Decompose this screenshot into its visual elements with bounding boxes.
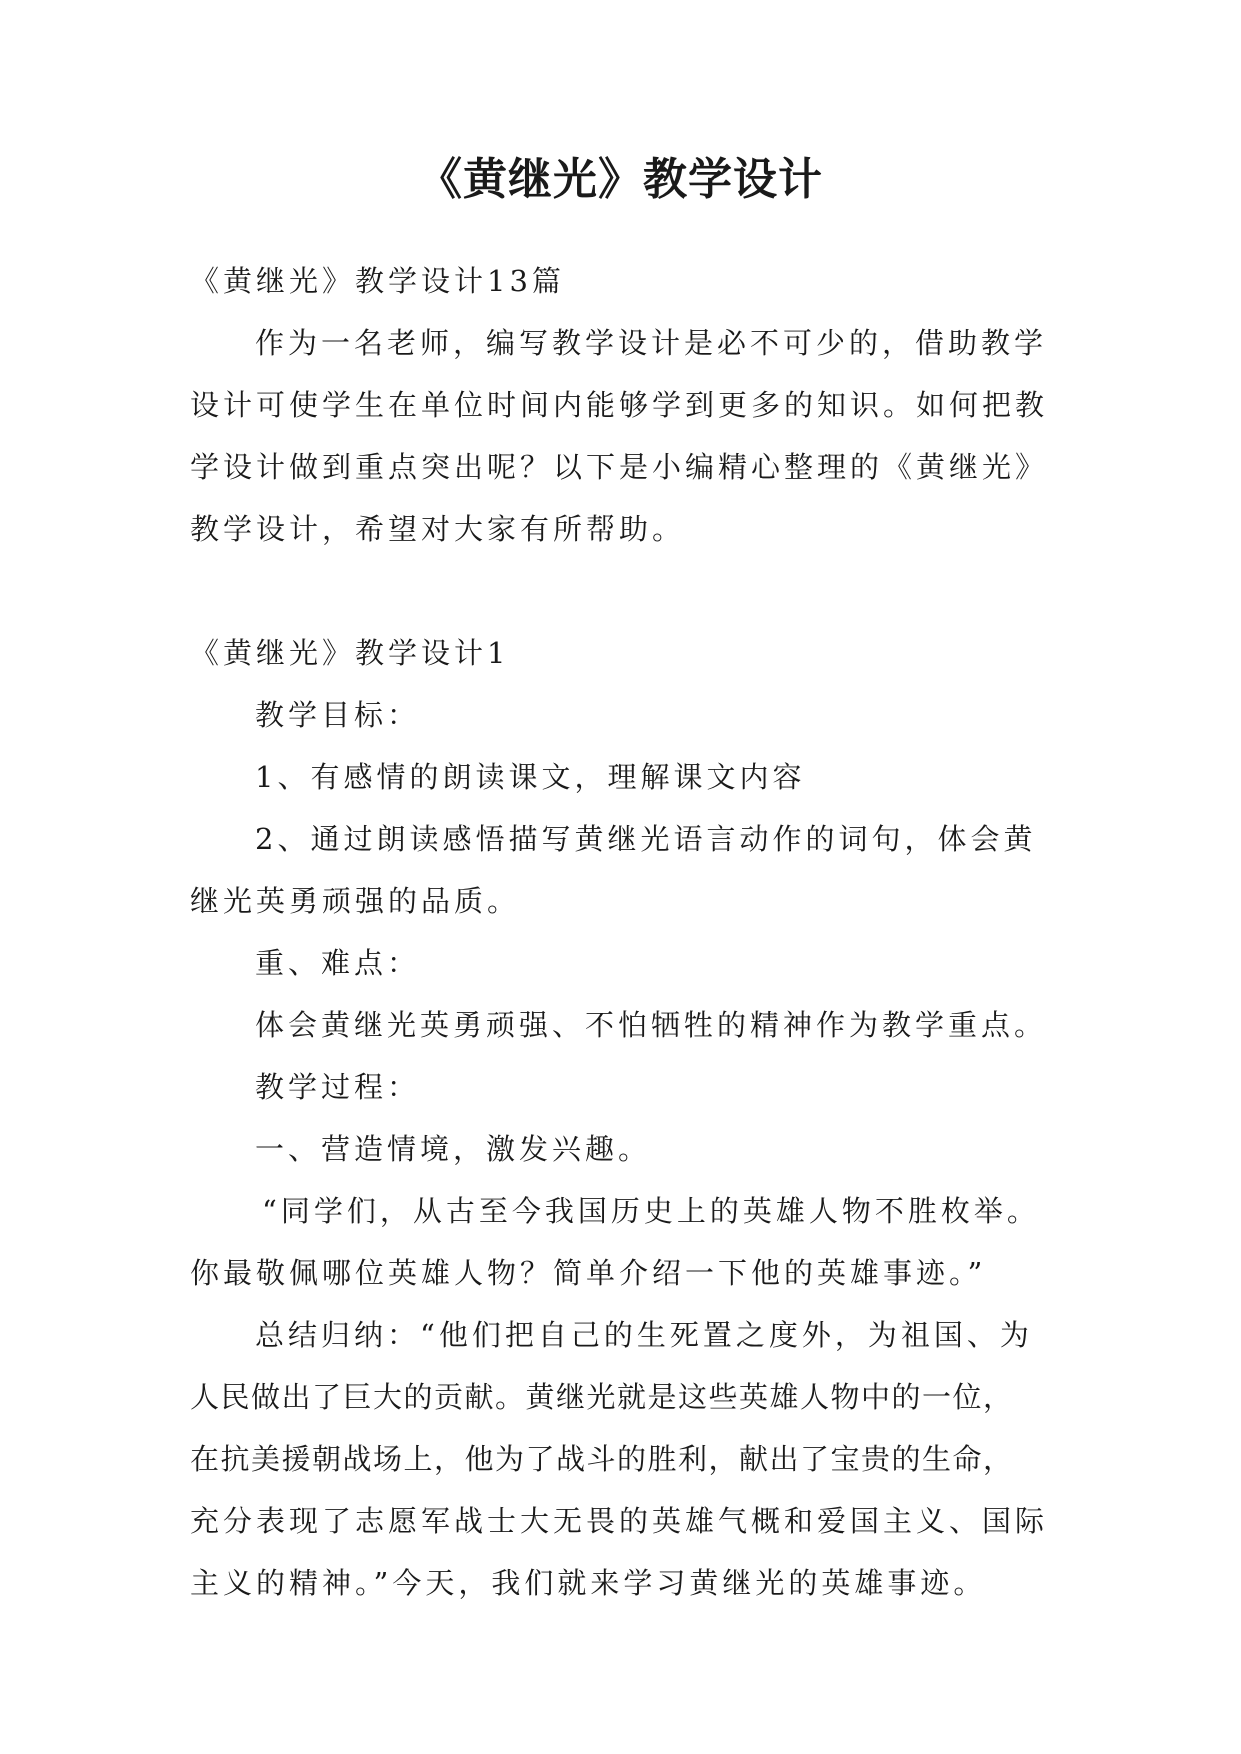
- document-subtitle: 《黄继光》教学设计13篇: [190, 264, 565, 298]
- intro-line: 设计可使学生在单位时间内能够学到更多的知识。如何把教: [190, 388, 1049, 422]
- key-points-text: 体会黄继光英勇顽强、不怕牺牲的精神作为教学重点。: [255, 1008, 1048, 1042]
- goals-label: 教学目标：: [255, 698, 421, 732]
- section-heading: 《黄继光》教学设计1: [190, 636, 510, 670]
- document-title: 《黄继光》教学设计: [418, 154, 823, 205]
- goal-item-continued: 继光英勇顽强的品质。: [190, 884, 521, 918]
- quote-line: “同学们，从古至今我国历史上的英雄人物不胜枚举。: [262, 1194, 1040, 1228]
- goal-item: 2、通过朗读感悟描写黄继光语言动作的词句，体会黄: [255, 822, 1037, 856]
- summary-line: 主义的精神。”今天，我们就来学习黄继光的英雄事迹。: [190, 1566, 987, 1600]
- quote-line: 你最敬佩哪位英雄人物？简单介绍一下他的英雄事迹。”: [190, 1256, 987, 1290]
- goal-item: 1、有感情的朗读课文，理解课文内容: [255, 760, 806, 794]
- summary-line: 充分表现了志愿军战士大无畏的英雄气概和爱国主义、国际: [190, 1504, 1049, 1538]
- intro-line: 教学设计，希望对大家有所帮助。: [190, 512, 686, 546]
- document-body: [190, 250, 1070, 1614]
- step-heading: 一、营造情境，激发兴趣。: [255, 1132, 652, 1166]
- summary-line: 在抗美援朝战场上，他为了战斗的胜利，献出了宝贵的生命，: [190, 1442, 1014, 1476]
- intro-line: 学设计做到重点突出呢？以下是小编精心整理的《黄继光》: [190, 450, 1049, 484]
- intro-line: 作为一名老师，编写教学设计是必不可少的，借助教学: [255, 326, 1048, 360]
- summary-line: 人民做出了巨大的贡献。黄继光就是这些英雄人物中的一位，: [190, 1380, 1014, 1414]
- paragraph-spacer: [190, 560, 1070, 622]
- process-label: 教学过程：: [255, 1070, 421, 1104]
- key-points-label: 重、难点：: [255, 946, 421, 980]
- summary-line: 总结归纳：“他们把自己的生死置之度外，为祖国、为: [255, 1318, 1033, 1352]
